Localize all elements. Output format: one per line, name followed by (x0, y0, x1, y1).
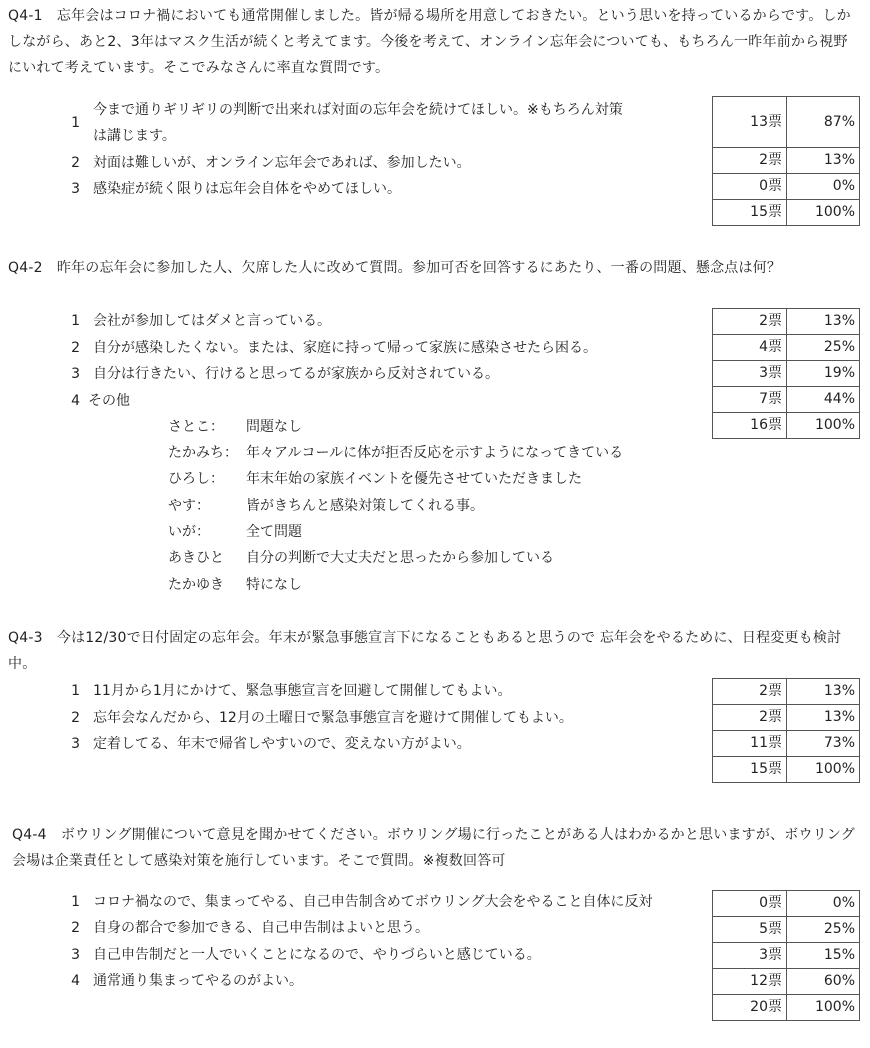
q1-option-2-text: 対面は難しいが、オンライン忘年会であれば、参加したい。 (93, 155, 471, 171)
q4-option-1-number: 1 (71, 894, 80, 910)
other-respondent-name: いが： (168, 524, 210, 540)
other-respondent-comment: 自分の判断で大丈夫だと思ったから参加している (246, 550, 554, 566)
q2-option-1-number: 1 (71, 313, 80, 329)
votes-cell: 4票 (713, 335, 787, 361)
percent-cell: 44% (787, 387, 860, 413)
votes-cell: 12票 (713, 969, 787, 995)
q4-results-table (712, 890, 860, 1021)
percent-cell: 60% (787, 969, 860, 995)
q1-option-1-line2: は講じます。 (93, 128, 176, 144)
q2-results-table (712, 308, 860, 439)
other-respondent-comment: 全て問題 (246, 524, 302, 540)
other-respondent-comment: 皆がきちんと感染対策してくれる事。 (246, 498, 484, 514)
q3-option-1-text: 11月から1月にかけて、緊急事態宣言を回避して開催してもよい。 (93, 683, 512, 699)
table-row (713, 705, 860, 731)
q3-option-2-text: 忘年会なんだから、12月の土曜日で緊急事態宣言を避けて開催してもよい。 (93, 710, 573, 726)
percent-cell: 87% (787, 97, 860, 148)
q3-results-table (712, 678, 860, 783)
votes-cell: 3票 (713, 943, 787, 969)
table-row (713, 97, 860, 148)
votes-cell: 0票 (713, 891, 787, 917)
votes-cell: 2票 (713, 148, 787, 174)
table-row (713, 148, 860, 174)
q2-option-3-text: 自分は行きたい、行けると思ってるが家族から反対されている。 (93, 366, 499, 382)
other-respondent-name: やす： (168, 498, 210, 514)
other-respondent-comment: 年々アルコールに体が拒否反応を示すようになってきている (246, 445, 624, 461)
percent-total-cell: 100% (787, 995, 860, 1021)
table-row (713, 387, 860, 413)
question-4-2-text: Q4-2 昨年の忘年会に参加した人、欠席した人に改めて質問。参加可否を回答するにあたり、一番の問題、懸念点は何？ (8, 260, 782, 276)
table-row (713, 174, 860, 200)
q1-option-1-line1: 今まで通りギリギリの判断で出来れば対面の忘年会を続けてほしい。※もちろん対策 (93, 102, 623, 118)
other-respondent-name: たかみち： (168, 445, 238, 461)
percent-cell: 13% (787, 309, 860, 335)
q3-option-3-number: 3 (71, 736, 80, 752)
percent-cell: 15% (787, 943, 860, 969)
table-row-total (713, 200, 860, 226)
percent-cell: 0% (787, 891, 860, 917)
table-row-total (713, 413, 860, 439)
other-respondent-comment: 特になし (246, 577, 302, 593)
q4-option-4-text: 通常通り集まってやるのがよい。 (93, 973, 303, 989)
percent-cell: 25% (787, 335, 860, 361)
q2-option-3-number: 3 (71, 366, 80, 382)
other-respondent-name: ひろし： (168, 471, 224, 487)
q3-option-1-number: 1 (71, 683, 80, 699)
table-row (713, 361, 860, 387)
votes-cell: 13票 (713, 97, 787, 148)
votes-cell: 0票 (713, 174, 787, 200)
q2-option-2-number: 2 (71, 340, 80, 356)
q4-option-2-text: 自身の都合で参加できる、自己申告制はよいと思う。 (93, 920, 429, 936)
q4-option-3-number: 3 (71, 947, 80, 963)
q1-results-table (712, 96, 860, 226)
votes-total-cell: 15票 (713, 200, 787, 226)
q4-option-3-text: 自己申告制だと一人でいくことになるので、やりづらいと感じている。 (93, 947, 541, 963)
votes-total-cell: 15票 (713, 757, 787, 783)
table-row-total (713, 757, 860, 783)
other-respondent-name: あきひと (168, 550, 224, 566)
votes-cell: 3票 (713, 361, 787, 387)
table-row (713, 969, 860, 995)
votes-total-cell: 16票 (713, 413, 787, 439)
percent-cell: 13% (787, 148, 860, 174)
table-row (713, 731, 860, 757)
q2-option-1-text: 会社が参加してはダメと言っている。 (93, 313, 331, 329)
other-respondent-name: さとこ： (168, 419, 224, 435)
votes-total-cell: 20票 (713, 995, 787, 1021)
table-row (713, 309, 860, 335)
percent-cell: 13% (787, 679, 860, 705)
percent-cell: 73% (787, 731, 860, 757)
table-row (713, 335, 860, 361)
q4-option-1-text: コロナ禍なので、集まってやる、自己申告制含めてボウリング大会をやること自体に反対 (93, 894, 653, 910)
votes-cell: 11票 (713, 731, 787, 757)
votes-cell: 2票 (713, 679, 787, 705)
percent-cell: 0% (787, 174, 860, 200)
q1-option-1-number: 1 (71, 115, 80, 131)
q2-option-4-text: その他 (88, 393, 130, 409)
q4-option-2-number: 2 (71, 920, 80, 936)
votes-cell: 5票 (713, 917, 787, 943)
q3-option-2-number: 2 (71, 710, 80, 726)
votes-cell: 2票 (713, 705, 787, 731)
percent-cell: 13% (787, 705, 860, 731)
q1-option-3-text: 感染症が続く限りは忘年会自体をやめてほしい。 (93, 181, 401, 197)
table-row-total (713, 995, 860, 1021)
q2-option-2-text: 自分が感染したくない。または、家庭に持って帰って家族に感染させたら困る。 (93, 340, 597, 356)
percent-cell: 25% (787, 917, 860, 943)
table-row (713, 891, 860, 917)
question-4-3-text: Q4-3 今は12/30で日付固定の忘年会。年末が緊急事態宣言下になることもあると思うので 忘年会をやるために、日程変更も検討中。 (8, 630, 842, 672)
question-4-1-text: Q4-1 忘年会はコロナ禍においても通常開催しました。皆が帰る場所を用意しておきたい。という思いを持っているからです。しかしながら、あと2、3年はマスク生活が続くと考えてます。今後を考えて、オンライン忘年会についても、もちろん一昨年前から視野にいれて考えています。そこでみなさんに率直な質問です。 (8, 8, 851, 76)
q3-option-3-text: 定着してる、年末で帰省しやすいので、変えない方がよい。 (93, 736, 471, 752)
other-respondent-name: たかゆき (168, 577, 224, 593)
votes-cell: 7票 (713, 387, 787, 413)
q4-option-4-number: 4 (71, 973, 80, 989)
percent-cell: 19% (787, 361, 860, 387)
other-respondent-comment: 年末年始の家族イベントを優先させていただきました (246, 471, 582, 487)
percent-total-cell: 100% (787, 413, 860, 439)
other-respondent-comment: 問題なし (246, 419, 302, 435)
table-row (713, 943, 860, 969)
q1-option-3-number: 3 (71, 181, 80, 197)
table-row (713, 917, 860, 943)
percent-total-cell: 100% (787, 200, 860, 226)
question-4-4-text: Q4-4 ボウリング開催について意見を聞かせてください。ボウリング場に行ったことがある人はわかるかと思いますが、ボウリング会場は企業責任として感染対策を施行しています。そこで質問。※複数回答可 (12, 827, 855, 869)
q2-option-4-number: 4 (71, 393, 80, 409)
votes-cell: 2票 (713, 309, 787, 335)
percent-total-cell: 100% (787, 757, 860, 783)
table-row (713, 679, 860, 705)
q1-option-2-number: 2 (71, 155, 80, 171)
